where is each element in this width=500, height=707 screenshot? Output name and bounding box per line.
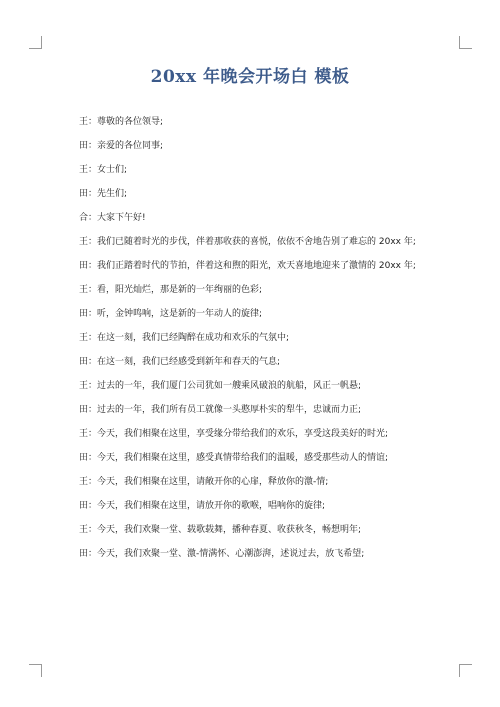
crop-mark-top-right xyxy=(459,36,472,49)
document-body xyxy=(60,110,446,566)
paragraph: 田：今天，我们相聚在这里，感受真情带给我们的温暖，感受那些动人的情谊; xyxy=(79,453,389,463)
paragraph: 王：在这一刻，我们已经陶醉在成功和欢乐的气氛中; xyxy=(79,333,290,343)
paragraph: 田：今天，我们相聚在这里，请放开你的歌喉，唱响你的旋律; xyxy=(79,501,326,511)
crop-mark-top-left xyxy=(29,36,42,49)
crop-mark-bottom-left xyxy=(29,664,42,677)
document-title: 20xx 年晚会开场白 模板 xyxy=(150,67,350,87)
paragraph: 田：在这一刻，我们已经感受到新年和春天的气息; xyxy=(79,357,281,367)
paragraph: 王：我们已随着时光的步伐，伴着那收获的喜悦，依依不舍地告别了难忘的 20xx 年; xyxy=(79,237,416,247)
paragraph: 王：今天，我们相聚在这里，请敞开你的心扉，释放你的激-情; xyxy=(79,477,329,487)
paragraph: 王：看，阳光灿烂，那是新的一年绚丽的色彩; xyxy=(79,285,263,295)
paragraph: 田：今天，我们欢聚一堂、激-情满怀、心潮澎湃，述说过去，放飞希望; xyxy=(79,549,365,559)
paragraph: 王：女士们; xyxy=(79,165,128,175)
paragraph: 王：尊敬的各位领导; xyxy=(79,117,164,127)
paragraph: 王：过去的一年，我们厦门公司犹如一艘乘风破浪的航船，风正一帆悬; xyxy=(79,381,362,391)
paragraph: 田：过去的一年，我们所有员工就像一头憨厚朴实的犁牛，忠诚而力正; xyxy=(79,405,362,415)
paragraph: 合：大家下午好! xyxy=(79,213,146,223)
paragraph: 田：亲爱的各位同事; xyxy=(79,141,164,151)
crop-mark-bottom-right xyxy=(459,664,472,677)
paragraph: 田：先生们; xyxy=(79,189,128,199)
paragraph: 王：今天，我们欢聚一堂、载歌载舞，播种春夏、收获秋冬，畅想明年; xyxy=(79,525,362,535)
paragraph: 王：今天，我们相聚在这里，享受缘分带给我们的欢乐，享受这段美好的时光; xyxy=(79,429,389,439)
paragraph: 田：听，金钟鸣响，这是新的一年动人的旋律; xyxy=(79,309,263,319)
paragraph: 田：我们正踏着时代的节拍，伴着这和煦的阳光，欢天喜地地迎来了激情的 20xx 年; xyxy=(79,261,416,271)
